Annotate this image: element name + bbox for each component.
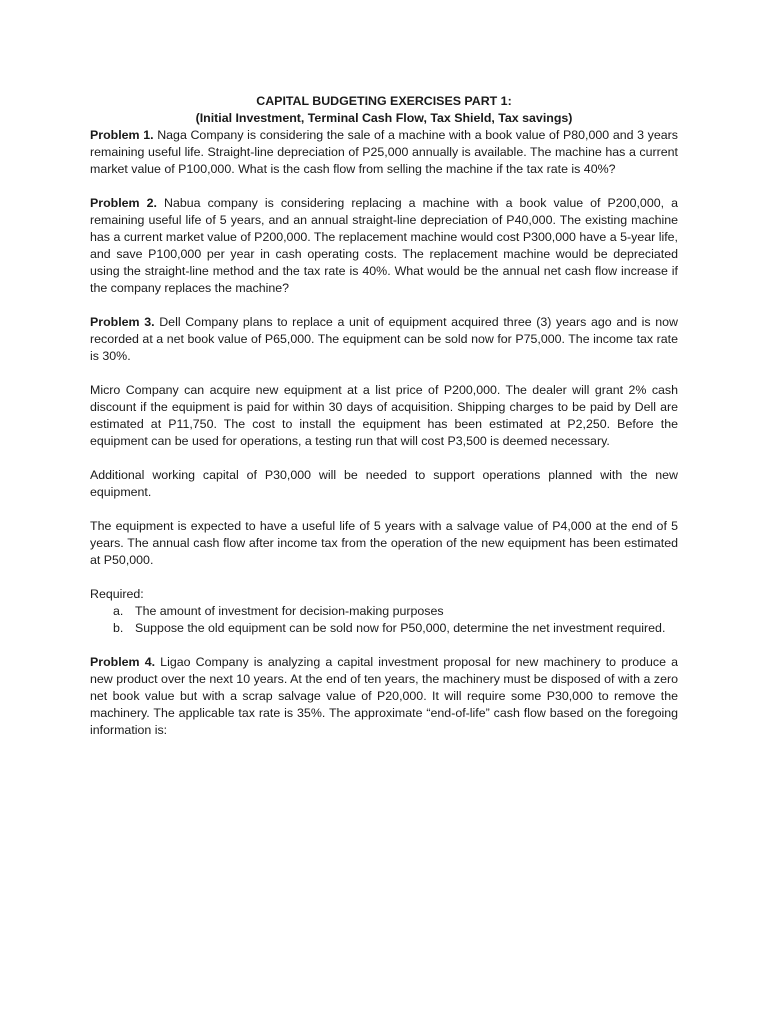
problem-3-paragraph-3: Additional working capital of P30,000 will be needed to support operations planned with the new equipment. <box>90 468 678 499</box>
problem-2-label: Problem 2. <box>90 196 157 210</box>
problem-4 <box>90 654 678 739</box>
problem-3-label: Problem 3. <box>90 315 155 329</box>
required-item-text: The amount of investment for decision-making purposes <box>135 604 444 618</box>
problem-1 <box>90 127 678 178</box>
required-list <box>90 603 678 637</box>
document-subtitle: (Initial Investment, Terminal Cash Flow, Tax Shield, Tax savings) <box>195 111 573 125</box>
document-title: CAPITAL BUDGETING EXERCISES PART 1: <box>256 94 512 108</box>
required-label: Required: <box>90 587 144 601</box>
problem-2-text: Nabua company is considering replacing a machine with a book value of P200,000, a remaining useful life of 5 years, and an annual straight-line depreciation of P40,000. The existing machine has a current market value of P200,000. The replacement machine would cost P300,000 have a 5-year life, and save P100,000 per year in cash operating costs. The replacement machine would be depreciated using the straight-line method and the tax rate is 40%. What would be the annual net cash flow increase if the company replaces the machine? <box>90 196 678 295</box>
document-page <box>90 93 678 739</box>
required-item-b <box>90 620 678 637</box>
required-item-marker: b. <box>113 621 124 635</box>
problem-4-text: Ligao Company is analyzing a capital investment proposal for new machinery to produce a new product over the next 10 years. At the end of ten years, the machinery must be disposed of with a zero net book value but with a scrap salvage value of P20,000. It will require some P30,000 to remove the machinery. The applicable tax rate is 35%. The approximate “end-of-life” cash flow based on the foregoing information is: <box>90 655 678 737</box>
problem-1-text: Naga Company is considering the sale of a machine with a book value of P80,000 and 3 years remaining useful life. Straight-line depreciation of P25,000 annually is available. The machine has a current market value of P100,000. What is the cash flow from selling the machine if the tax rate is 40%? <box>90 128 678 176</box>
problem-3-paragraph-2: Micro Company can acquire new equipment at a list price of P200,000. The dealer will grant 2% cash discount if the equipment is paid for within 30 days of acquisition. Shipping charges to be paid by Dell are estimated at P11,750. The cost to install the equipment has been estimated at P2,250. Before the equipment can be used for operations, a testing run that will cost P3,500 is deemed necessary. <box>90 383 678 448</box>
problem-3-text: Dell Company plans to replace a unit of equipment acquired three (3) years ago and is now recorded at a net book value of P65,000. The equipment can be sold now for P75,000. The income tax rate is 30%. <box>90 315 679 363</box>
required-item-a <box>90 603 678 620</box>
required-item-marker: a. <box>113 604 124 618</box>
problem-4-label: Problem 4. <box>90 655 156 669</box>
problem-3 <box>90 314 678 365</box>
required-item-text: Suppose the old equipment can be sold now for P50,000, determine the net investment required. <box>135 621 666 635</box>
problem-2 <box>90 195 678 297</box>
problem-3-paragraph-4: The equipment is expected to have a useful life of 5 years with a salvage value of P4,000 at the end of 5 years. The annual cash flow after income tax from the operation of the new equipment has been estimated at P50,000. <box>90 519 678 567</box>
problem-1-label: Problem 1. <box>90 128 154 142</box>
